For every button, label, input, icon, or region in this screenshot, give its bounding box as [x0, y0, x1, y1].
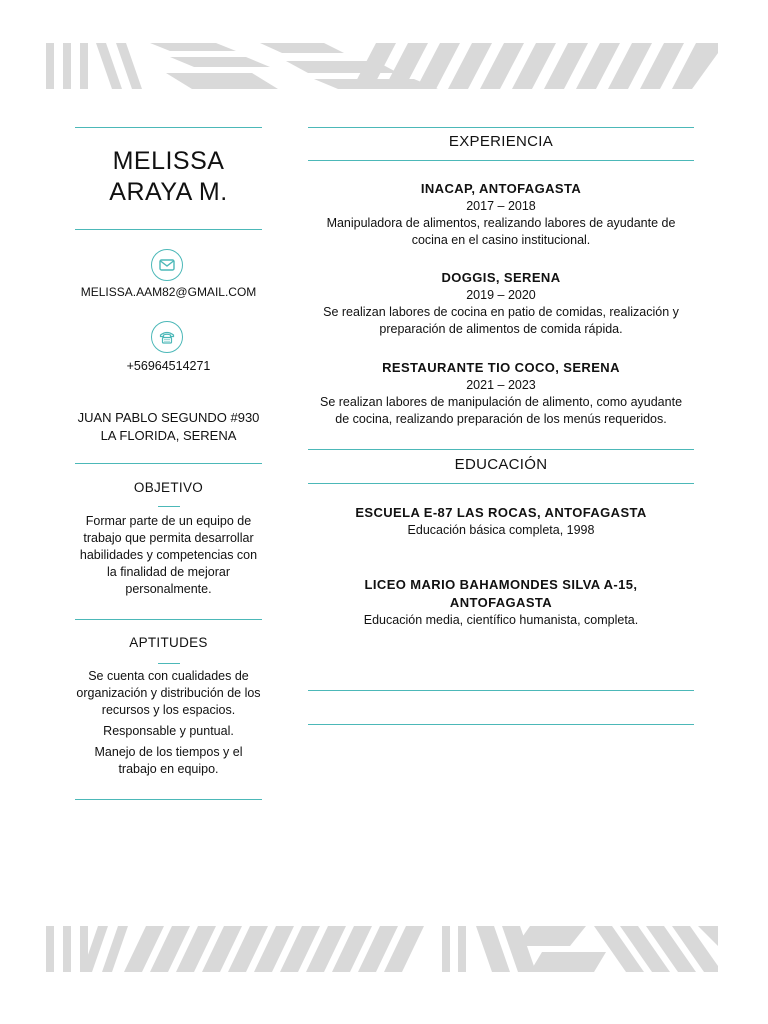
school-name-line-1: LICEO MARIO BAHAMONDES SILVA A-15,	[364, 577, 638, 592]
left-top-rule	[75, 127, 262, 128]
job-place: DOGGIS, SERENA	[441, 270, 561, 285]
school-detail: Educación básica completa, 1998	[407, 523, 595, 537]
job-description: Manipuladora de alimentos, realizando labores de ayudante de cocina en el casino institucional.	[326, 216, 676, 247]
name-line-2: ARAYA M.	[109, 178, 228, 206]
aptitudes-list	[75, 668, 262, 782]
right-empty-rule-1	[308, 690, 694, 691]
job-description: Se realizan labores de manipulación de alimento, como ayudante de cocina, realizando preparación de los menús requeridos.	[319, 395, 683, 426]
objetivo-text: Formar parte de un equipo de trabajo que permita desarrollar habilidades y competencias con la finalidad de mejorar personalmente.	[79, 514, 258, 596]
school-name-line-2: ANTOFAGASTA	[449, 595, 553, 610]
experiencia-top-rule	[308, 127, 694, 128]
job-years: 2019 – 2020	[466, 288, 536, 302]
aptitudes-underline	[158, 663, 180, 664]
educacion-title: EDUCACIÓN	[454, 456, 548, 473]
aptitude-item: Se cuenta con cualidades de organización y distribución de los recursos y los espacios.	[76, 669, 261, 717]
candidate-name	[75, 146, 262, 208]
school-entry	[312, 576, 690, 629]
educacion-bottom-rule	[308, 483, 694, 484]
aptitude-item: Responsable y puntual.	[103, 724, 234, 738]
experiencia-bottom-rule	[308, 160, 694, 161]
job-place: INACAP, ANTOFAGASTA	[420, 181, 582, 196]
aptitude-item: Manejo de los tiempos y el trabajo en equipo.	[94, 745, 243, 776]
address	[70, 409, 267, 445]
school-name: ESCUELA E-87 LAS ROCAS, ANTOFAGASTA	[355, 505, 647, 520]
phone-text: +56964514271	[126, 359, 211, 373]
top-decorative-band	[46, 43, 718, 89]
phone-icon	[151, 321, 183, 353]
school-entry	[312, 504, 690, 539]
job-years: 2017 – 2018	[466, 199, 536, 213]
job-description: Se realizan labores de cocina en patio de comidas, realización y preparación de alimentos de comida rápida.	[323, 305, 679, 336]
job-years: 2021 – 2023	[466, 378, 536, 392]
left-objetivo-rule	[75, 619, 262, 620]
address-line-1: JUAN PABLO SEGUNDO #930	[77, 410, 260, 425]
mail-icon	[151, 249, 183, 281]
left-bottom-rule	[75, 799, 262, 800]
left-address-rule	[75, 463, 262, 464]
name-line-1: MELISSA	[112, 147, 225, 175]
job-entry	[312, 359, 690, 428]
job-entry	[312, 180, 690, 249]
left-name-rule	[75, 229, 262, 230]
educacion-top-rule	[308, 449, 694, 450]
experiencia-title: EXPERIENCIA	[448, 133, 554, 150]
objetivo-title: OBJETIVO	[133, 480, 204, 495]
job-place: RESTAURANTE TIO COCO, SERENA	[382, 360, 620, 375]
objetivo-underline	[158, 506, 180, 507]
aptitudes-title: APTITUDES	[129, 635, 208, 650]
job-entry	[312, 269, 690, 338]
email-text: MELISSA.AAM82@GMAIL.COM	[80, 285, 257, 299]
bottom-decorative-band	[46, 926, 718, 972]
address-line-2: LA FLORIDA, SERENA	[100, 428, 237, 443]
school-detail: Educación media, científico humanista, completa.	[363, 613, 639, 627]
right-empty-rule-2	[308, 724, 694, 725]
